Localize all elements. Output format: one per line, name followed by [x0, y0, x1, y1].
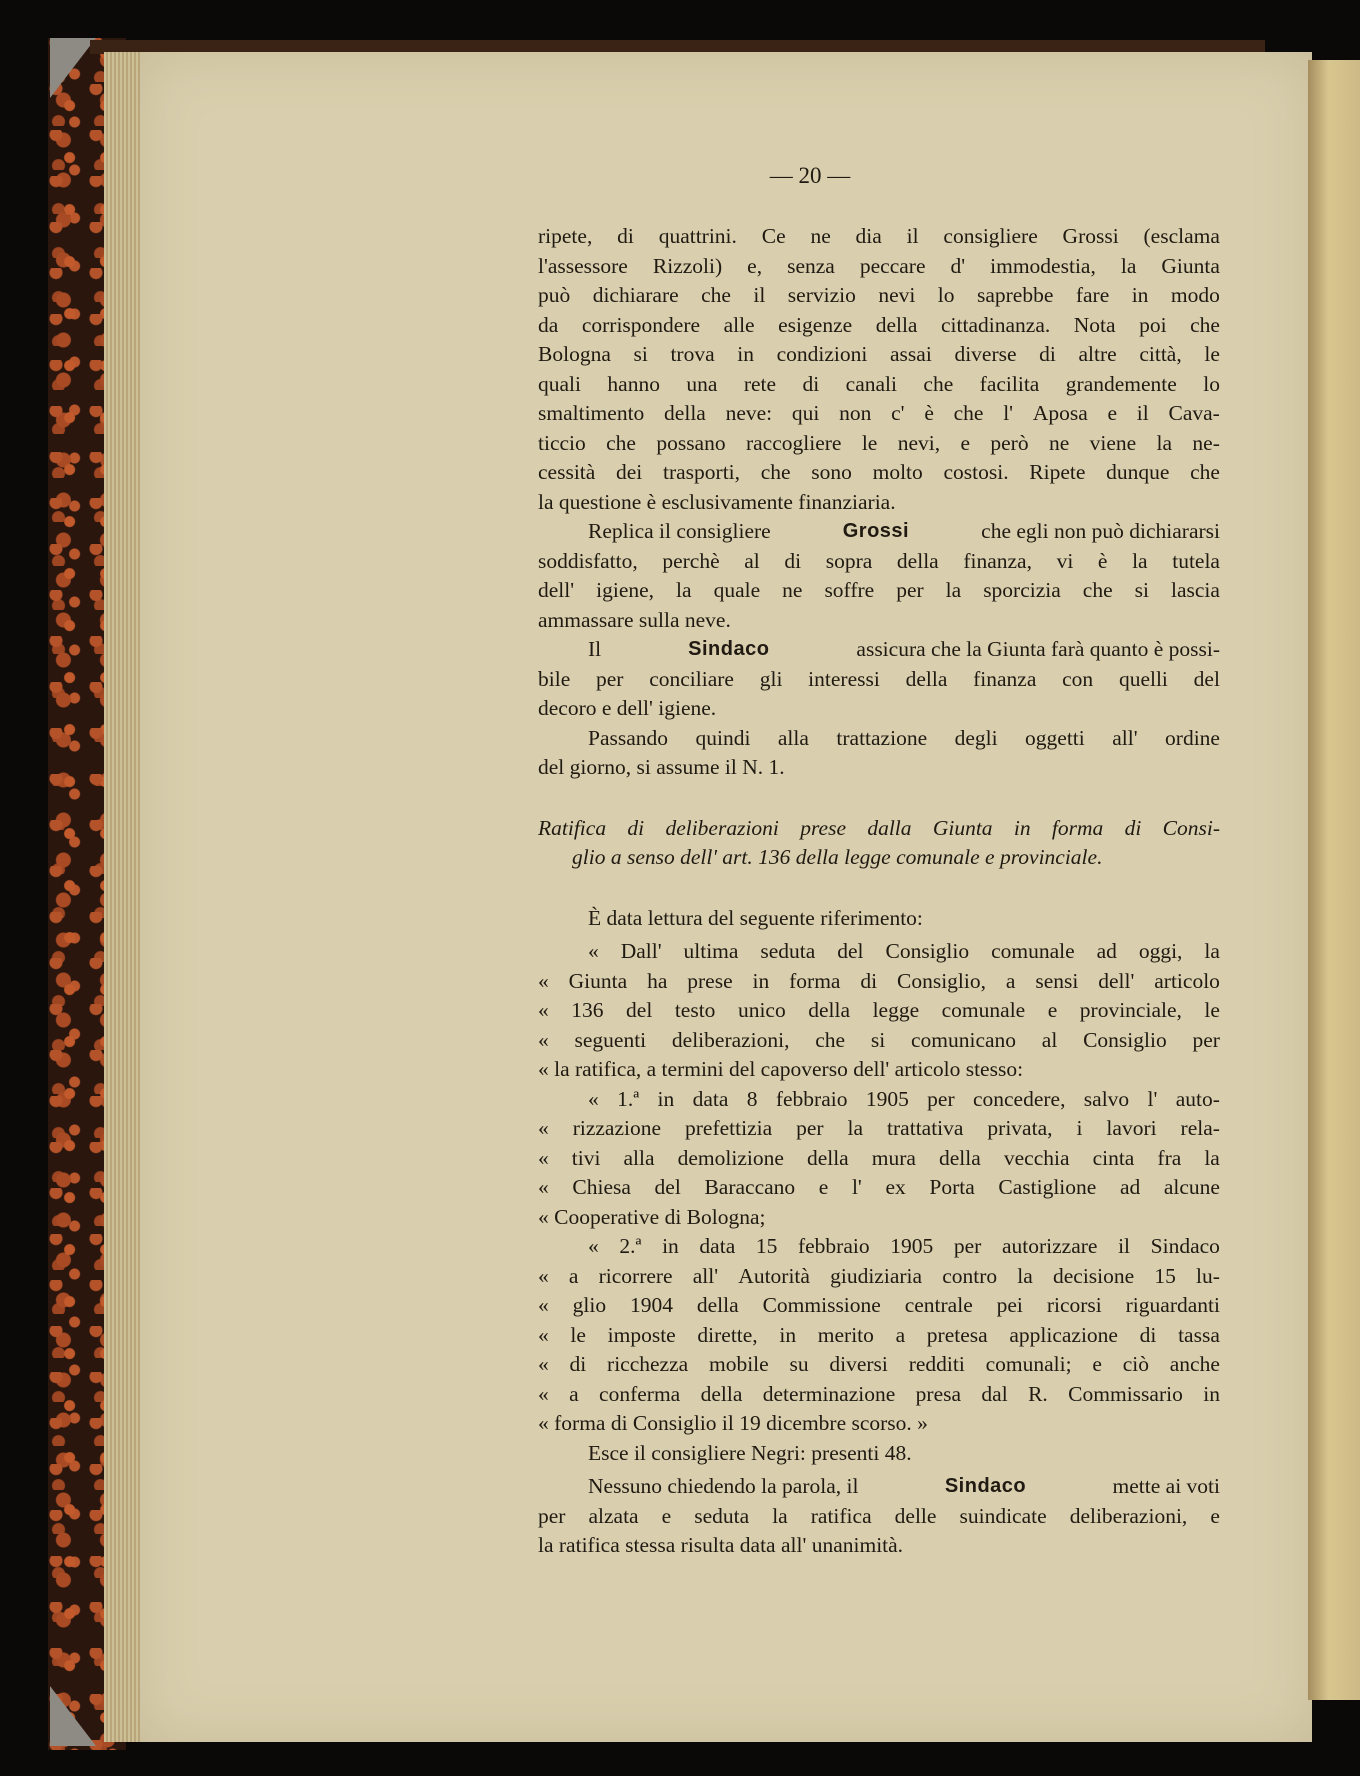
body-text: [538, 160, 1220, 1561]
quote-line: « tivi alla demolizione della mura della vecchia cinta fra la: [538, 1145, 1220, 1170]
quote-line: « la ratifica, a termini del capoverso dell' articolo stesso:: [538, 1057, 1024, 1081]
text-line: Bologna si trova in condizioni assai diverse di altre città, le: [538, 342, 1220, 366]
text-line: dell' igiene, la quale ne soffre per la sporcizia che si lascia: [538, 578, 1220, 602]
quote-line: « a conferma della determinazione presa dal R. Commissario in: [538, 1381, 1220, 1406]
text-line: soddisfatto, perchè al di sopra della finanza, vi è la tutela: [538, 548, 1220, 573]
text-line: la ratifica stessa risulta data all' unanimità.: [538, 1533, 904, 1557]
speaker-name: Sindaco: [688, 638, 770, 660]
nessuno-text-before: Nessuno chiedendo la parola, il: [588, 1474, 859, 1498]
quote-line: « forma di Consiglio il 19 dicembre scorso. »: [538, 1411, 928, 1435]
quote-line: « 2.ª in data 15 febbraio 1905 per autorizzare il Sindaco: [588, 1234, 1220, 1258]
section-heading: [538, 814, 1220, 873]
text-line: Esce il consigliere Negri: presenti 48.: [588, 1440, 912, 1465]
quote-line: « seguenti deliberazioni, che si comunicano al Consiglio per: [538, 1027, 1220, 1052]
sindaco-text-before: Il: [588, 637, 602, 661]
text-line: da corrispondere alle esigenze della cittadinanza. Nota poi che: [538, 312, 1220, 337]
quote-line: « 1.ª in data 8 febbraio 1905 per concedere, salvo l' auto-: [588, 1086, 1220, 1111]
sindaco-line: [538, 635, 1220, 665]
text-line: la questione è esclusivamente finanziaria.: [538, 489, 896, 514]
nessuno-line: [538, 1472, 1220, 1502]
replica-line: [538, 517, 1220, 547]
quote-line: « di ricchezza mobile su diversi redditi comunali; e ciò anche: [538, 1352, 1220, 1376]
text-line: Passando quindi alla trattazione degli oggetti all' ordine: [588, 725, 1220, 750]
speaker-name: Sindaco: [944, 1475, 1027, 1497]
quote-line: « a ricorrere all' Autorità giudiziaria contro la decisione 15 lu-: [538, 1263, 1220, 1288]
text-line: bile per conciliare gli interessi della finanza con quelli del: [538, 666, 1220, 691]
text-line: decoro e dell' igiene.: [538, 696, 717, 720]
heading-line: Ratifica di deliberazioni prese dalla Giunta in forma di Consi-: [538, 815, 1220, 840]
quote-line: « Dall' ultima seduta del Consiglio comunale ad oggi, la: [588, 939, 1220, 963]
sindaco-text-after: assicura che la Giunta farà quanto è possi-: [856, 637, 1220, 661]
text-line: cessità dei trasporti, che sono molto costosi. Ripete dunque che: [538, 460, 1220, 484]
text-line: del giorno, si assume il N. 1.: [538, 755, 785, 779]
heading-line: glio a senso dell' art. 136 della legge comunale e provinciale.: [572, 845, 1103, 869]
text-line: per alzata e seduta la ratifica delle suindicate deliberazioni, e: [538, 1503, 1220, 1528]
text-line: ripete, di quattrini. Ce ne dia il consigliere Grossi (esclama: [538, 224, 1220, 248]
page-stack-left: [104, 52, 142, 1742]
quote-line: « Giunta ha prese in forma di Consiglio, a sensi dell' articolo: [538, 968, 1220, 993]
text-line: È data lettura del seguente riferimento:: [588, 905, 923, 930]
replica-text-before: Replica il consigliere: [588, 519, 771, 543]
page-stack-right: [1308, 60, 1360, 1700]
text-line: ticcio che possano raccogliere le nevi, e però ne viene la ne-: [538, 430, 1220, 455]
quote-line: « rizzazione prefettizia per la trattativa privata, i lavori rela-: [538, 1116, 1220, 1140]
text-line: smaltimento della neve: qui non c' è che l' Aposa e il Cava-: [538, 401, 1220, 425]
quote-line: « glio 1904 della Commissione centrale pei ricorsi riguardanti: [538, 1293, 1220, 1317]
text-line: l'assessore Rizzoli) e, senza peccare d' immodestia, la Giunta: [538, 253, 1220, 278]
quote-line: « Chiesa del Baraccano e l' ex Porta Castiglione ad alcune: [538, 1175, 1220, 1199]
nessuno-text-after: mette ai voti: [1112, 1474, 1220, 1498]
quote-line: « Cooperative di Bologna;: [538, 1204, 766, 1229]
quote-line: « le imposte dirette, in merito a pretesa applicazione di tassa: [538, 1322, 1220, 1347]
replica-text-after: che egli non può dichiararsi: [981, 519, 1220, 543]
text-line: può dichiarare che il servizio nevi lo saprebbe fare in modo: [538, 283, 1220, 307]
speaker-name: Grossi: [842, 520, 910, 542]
text-line: ammassare sulla neve.: [538, 607, 731, 632]
quote-line: « 136 del testo unico della legge comunale e provinciale, le: [538, 998, 1220, 1022]
page-number: — 20 —: [769, 163, 851, 188]
text-line: quali hanno una rete di canali che facilita grandemente lo: [538, 371, 1220, 396]
